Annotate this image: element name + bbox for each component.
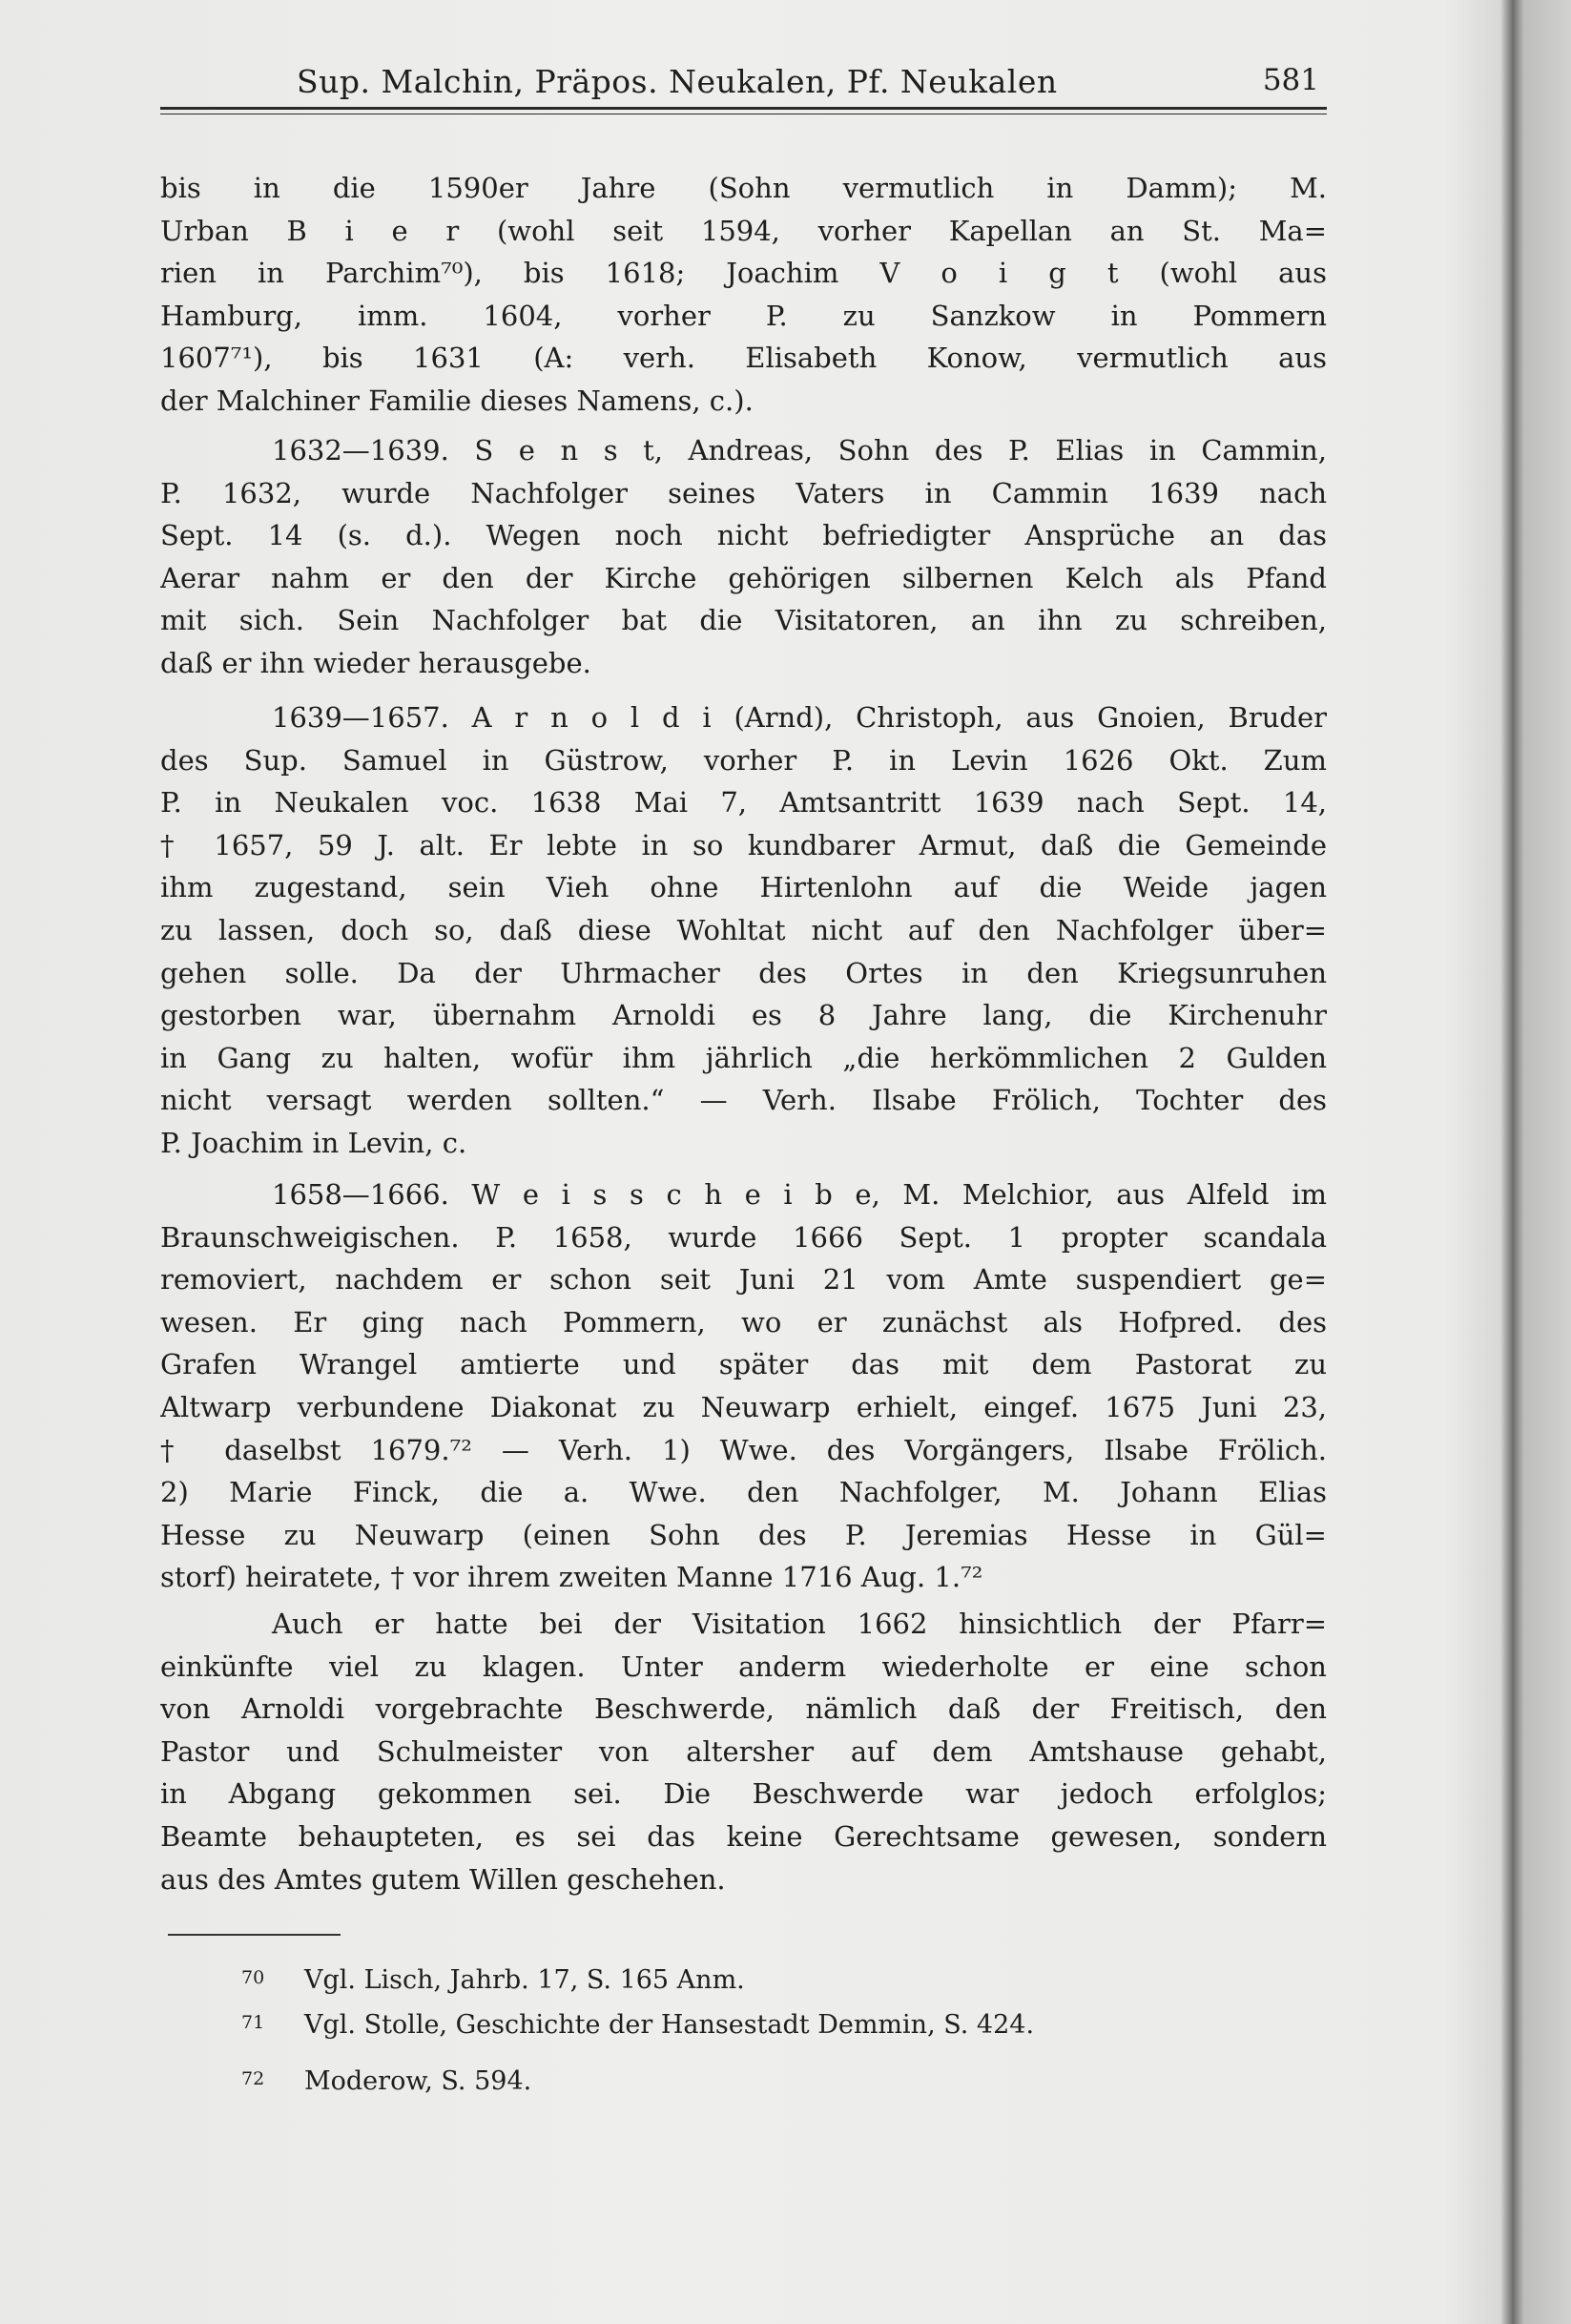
text-line: 2) Marie Finck, die a. Wwe. den Nachfolger, M. Johann Elias bbox=[160, 1476, 1327, 1509]
text-line: daß er ihn wieder herausgebe. bbox=[160, 646, 591, 679]
text-line: removiert, nachdem er schon seit Juni 21 vom Amte suspendiert ge= bbox=[160, 1263, 1327, 1297]
text-line: P. 1632, wurde Nachfolger seines Vaters in Cammin 1639 nach bbox=[160, 476, 1327, 509]
text-line: Urban B i e r (wohl seit 1594, vorher Kapellan an St. Ma= bbox=[160, 214, 1327, 247]
text-line: Beamte behaupteten, es sei das keine Gerechtsame gewesen, sondern bbox=[160, 1819, 1327, 1853]
footnote-text: Vgl. Lisch, Jahrb. 17, S. 165 Anm. bbox=[304, 1965, 745, 1995]
text-line: der Malchiner Familie dieses Namens, c.). bbox=[160, 384, 754, 417]
paragraph bbox=[160, 1173, 1327, 1599]
text-line: 1639—1657. A r n o l d i (Arnd), Christoph, aus Gnoien, Bruder bbox=[272, 701, 1327, 734]
footnote-text: Vgl. Stolle, Geschichte der Hansestadt Demmin, S. 424. bbox=[304, 2010, 1035, 2040]
running-header bbox=[160, 63, 1327, 107]
text-line: 1658—1666. W e i s s c h e i b e, M. Melchior, aus Alfeld im bbox=[272, 1178, 1327, 1211]
running-title: Sup. Malchin, Präpos. Neukalen, Pf. Neukalen bbox=[297, 63, 1058, 100]
text-line: rien in Parchim⁷⁰), bis 1618; Joachim V o i g t (wohl aus bbox=[160, 257, 1327, 290]
header-rule bbox=[160, 107, 1327, 114]
text-line: in Abgang gekommen sei. Die Beschwerde war jedoch erfolglos; bbox=[160, 1777, 1327, 1811]
footnote-number: 71 bbox=[241, 2012, 265, 2033]
text-line: ihm zugestand, sein Vieh ohne Hirtenlohn auf die Weide jagen bbox=[160, 871, 1327, 904]
text-line: nicht versagt werden sollten.“ — Verh. Ilsabe Frölich, Tochter des bbox=[160, 1084, 1327, 1117]
text-line: storf) heiratete, † vor ihrem zweiten Manne 1716 Aug. 1.⁷² bbox=[160, 1561, 983, 1594]
text-line: 1607⁷¹), bis 1631 (A: verh. Elisabeth Konow, vermutlich aus bbox=[160, 342, 1327, 375]
text-line: Altwarp verbundene Diakonat zu Neuwarp erhielt, eingef. 1675 Juni 23, bbox=[160, 1390, 1327, 1423]
paragraph bbox=[160, 429, 1327, 685]
footnote-number: 72 bbox=[241, 2068, 265, 2089]
paragraph bbox=[160, 696, 1327, 1165]
footnote-separator bbox=[168, 1934, 341, 1936]
text-line: Braunschweigischen. P. 1658, wurde 1666 Sept. 1 propter scandala bbox=[160, 1220, 1327, 1254]
paragraph bbox=[160, 1603, 1327, 1900]
text-line: † 1657, 59 J. alt. Er lebte in so kundbarer Armut, daß die Gemeinde bbox=[160, 828, 1327, 861]
text-line: in Gang zu halten, wofür ihm jährlich „die herkömmlichen 2 Gulden bbox=[160, 1041, 1327, 1074]
text-line: gestorben war, übernahm Arnoldi es 8 Jahre lang, die Kirchenuhr bbox=[160, 999, 1327, 1032]
text-line: 1632—1639. S e n s t, Andreas, Sohn des P. Elias in Cammin, bbox=[272, 434, 1327, 467]
text-line: P. in Neukalen voc. 1638 Mai 7, Amtsantritt 1639 nach Sept. 14, bbox=[160, 786, 1327, 820]
footnote bbox=[241, 2006, 1034, 2044]
text-line: von Arnoldi vorgebrachte Beschwerde, nämlich daß der Freitisch, den bbox=[160, 1692, 1327, 1726]
text-line: Hamburg, imm. 1604, vorher P. zu Sanzkow in Pommern bbox=[160, 299, 1327, 332]
text-line: gehen solle. Da der Uhrmacher des Ortes in den Kriegsunruhen bbox=[160, 956, 1327, 989]
text-line: Auch er hatte bei der Visitation 1662 hinsichtlich der Pfarr= bbox=[272, 1608, 1327, 1640]
text-line: † daselbst 1679.⁷² — Verh. 1) Wwe. des Vorgängers, Ilsabe Frölich. bbox=[160, 1433, 1327, 1466]
footnote-number: 70 bbox=[241, 1967, 265, 1988]
text-line: Hesse zu Neuwarp (einen Sohn des P. Jeremias Hesse in Gül= bbox=[160, 1518, 1327, 1551]
paragraph bbox=[160, 167, 1327, 423]
footnote bbox=[241, 1961, 745, 2000]
text-line: Grafen Wrangel amtierte und später das mit dem Pastorat zu bbox=[160, 1348, 1327, 1381]
text-line: Pastor und Schulmeister von altersher auf dem Amtshause gehabt, bbox=[160, 1734, 1327, 1768]
text-line: P. Joachim in Levin, c. bbox=[160, 1126, 467, 1159]
footnote bbox=[241, 2063, 531, 2101]
text-line: des Sup. Samuel in Güstrow, vorher P. in Levin 1626 Okt. Zum bbox=[160, 743, 1327, 777]
text-line: Sept. 14 (s. d.). Wegen noch nicht befriedigter Ansprüche an das bbox=[160, 519, 1327, 552]
text-line: einkünfte viel zu klagen. Unter anderm wiederholte er eine schon bbox=[160, 1650, 1327, 1683]
text-line: Aerar nahm er den der Kirche gehörigen silbernen Kelch als Pfand bbox=[160, 561, 1327, 594]
text-line: wesen. Er ging nach Pommern, wo er zunächst als Hofpred. des bbox=[160, 1305, 1327, 1338]
text-line: bis in die 1590er Jahre (Sohn vermutlich in Damm); M. bbox=[160, 172, 1327, 204]
page-number: 581 bbox=[1262, 63, 1319, 97]
footnote-text: Moderow, S. 594. bbox=[304, 2066, 532, 2096]
text-line: mit sich. Sein Nachfolger bat die Visitatoren, an ihn zu schreiben, bbox=[160, 604, 1327, 637]
text-line: aus des Amtes gutem Willen geschehen. bbox=[160, 1862, 726, 1896]
text-line: zu lassen, doch so, daß diese Wohltat nicht auf den Nachfolger über= bbox=[160, 913, 1327, 946]
